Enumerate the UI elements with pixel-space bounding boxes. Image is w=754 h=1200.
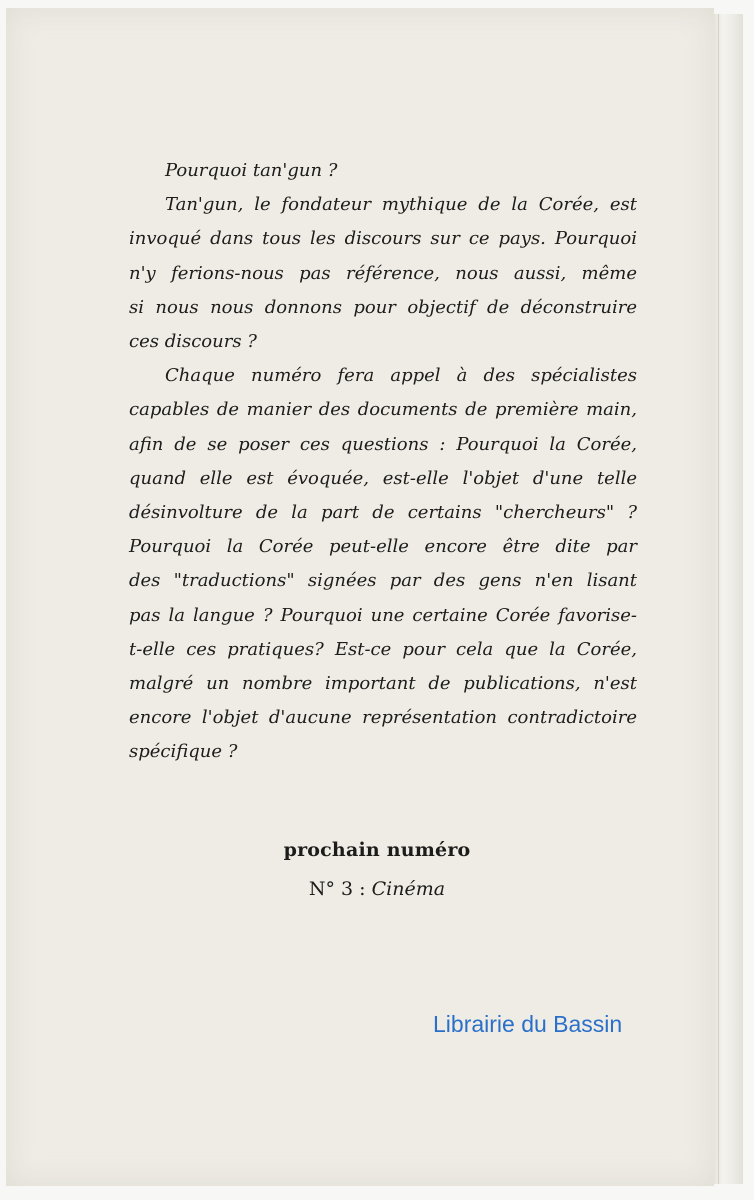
paragraph-question	[129, 154, 637, 188]
text-line: afin de se poser ces questions : Pourquoi la Corée,	[129, 433, 637, 455]
text-line: Pourquoi tan'gun ?	[165, 160, 338, 181]
paragraph-specialists	[129, 359, 637, 769]
text-line: si nous nous donnons pour objectif de déconstruire	[129, 296, 637, 318]
page-edge	[712, 14, 743, 1184]
text-line: Chaque numéro fera appel à des spécialistes	[165, 365, 637, 387]
next-issue-title	[0, 878, 754, 900]
text-line: t-elle ces pratiques? Est-ce pour cela que la Corée,	[129, 638, 637, 660]
text-line: désinvolture de la part de certains "chercheurs" ?	[129, 502, 637, 524]
text-line: malgré un nombre important de publications, n'est	[129, 673, 637, 695]
body-text	[129, 154, 637, 770]
text-line: des "traductions" signées par des gens n'en lisant	[129, 570, 637, 592]
text-line: ces discours ?	[129, 331, 257, 353]
next-issue-heading	[0, 839, 754, 861]
next-issue-heading-text: prochain numéro	[283, 839, 471, 861]
text-line: Pourquoi la Corée peut-elle encore être dite par	[129, 536, 637, 558]
text-line: Tan'gun, le fondateur mythique de la Corée, est	[165, 194, 637, 216]
text-line: capables de manier des documents de première main,	[129, 399, 637, 421]
page-edge-line	[718, 14, 719, 1184]
text-line: pas la langue ? Pourquoi une certaine Corée favorise-	[129, 604, 637, 626]
text-line: n'y ferions-nous pas référence, nous aussi, même	[129, 262, 637, 284]
next-issue-number: N° 3 :	[308, 878, 366, 900]
text-line: spécifique ?	[129, 741, 238, 763]
text-line: quand elle est évoquée, est-elle l'objet d'une telle	[129, 467, 637, 489]
bookseller-watermark: Librairie du Bassin	[433, 1011, 623, 1037]
text-line: encore l'objet d'aucune représentation contradictoire	[129, 707, 637, 729]
paragraph-tangun	[129, 188, 637, 359]
text-line: invoqué dans tous les discours sur ce pays. Pourquoi	[129, 228, 637, 250]
next-issue-subject: Cinéma	[371, 878, 446, 900]
